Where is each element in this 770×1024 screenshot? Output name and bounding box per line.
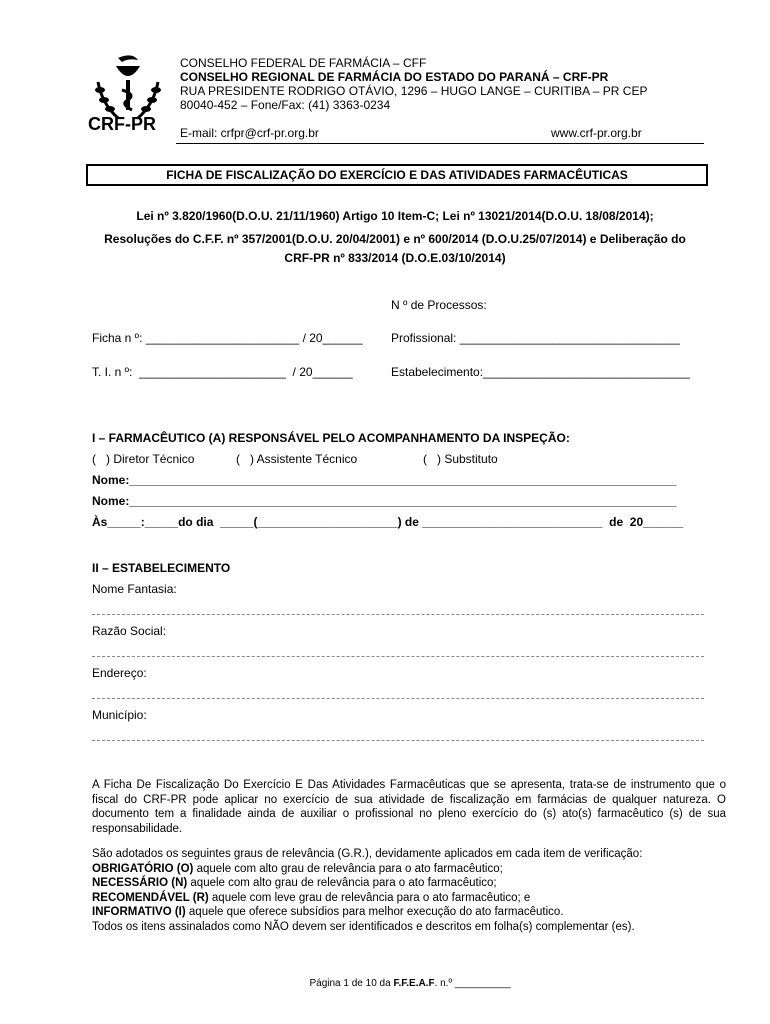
ficha-field[interactable]: Ficha n º: _______________________ / 20______ [92,331,363,345]
option-diretor-tecnico[interactable]: ( ) Diretor Técnico [92,452,195,466]
endereco-line[interactable] [92,698,704,699]
grade-recomendavel [92,891,732,906]
header-email: E-mail: crfpr@crf-pr.org.br [180,126,319,140]
legal-line-1: Lei nº 3.820/1960(D.O.U. 21/11/1960) Artigo 10 Item-C; Lei nº 13021/2014(D.O.U. 18/08/2014); [136,209,654,223]
nome-fantasia-line[interactable] [92,614,704,615]
grade-obrigatorio-label: OBRIGATÓRIO (O) [92,862,194,875]
intro-paragraph: A Ficha De Fiscalização Do Exercício E Das Atividades Farmacêuticas que se apresenta, trata-se de instrumento que o fiscal do CRF-PR pode aplicar no exercício de sua atividade de fiscalização em farmácias de qualquer natureza. O documento tem a finalidade ainda de auxiliar o profissional no pleno exercício do (s) ato(s) farmacêutico (s) de sua responsabilidade. [92,779,726,835]
grade-necessario-label: NECESSÁRIO (N) [92,877,188,889]
grade-informativo-label: INFORMATIVO (I) [92,906,186,918]
header-line-crf: CONSELHO REGIONAL DE FARMÁCIA DO ESTADO DO PARANÁ – CRF-PR [180,70,609,84]
nome-field-1[interactable]: Nome:__________________________________________________________________________________ [92,473,677,487]
footer-suffix: . n.º __________ [434,978,511,989]
logo-text: CRF-PR [88,114,156,134]
nome-fantasia-label: Nome Fantasia: [92,582,177,596]
estabelecimento-field[interactable]: Estabelecimento:_______________________________ [391,365,690,379]
municipio-label: Município: [92,708,147,722]
header-address: RUA PRESIDENTE RODRIGO OTÁVIO, 1296 – HUGO LANGE – CURITIBA – PR CEP [180,84,648,98]
nome-field-2[interactable]: Nome:__________________________________________________________________________________ [92,494,677,508]
profissional-field[interactable]: Profissional: _________________________________ [391,331,680,345]
razao-social-label: Razão Social: [92,624,167,638]
grade-informativo [92,905,732,920]
nao-items-note: Todos os itens assinalados como NÃO devem ser identificados e descritos em folha(s) complementar (es). [92,920,635,933]
legal-line-2: Resoluções do C.F.F. nº 357/2001(D.O.U. 20/04/2001) e nº 600/2014 (D.O.U.25/07/2014) e Deliberação do [104,232,686,246]
section-2-title: II – ESTABELECIMENTO [92,561,231,575]
grade-recomendavel-label: RECOMENDÁVEL (R) [92,891,209,904]
option-substituto[interactable]: ( ) Substituto [423,452,498,466]
section-1-title: I – FARMACÊUTICO (A) RESPONSÁVEL PELO ACOMPANHAMENTO DA INSPEÇÃO: [92,431,570,445]
page-footer [0,978,770,989]
crf-logo [88,52,168,142]
grade-obrigatorio [92,862,732,877]
footer-form-code: F.F.E.A.F [393,978,435,989]
endereco-label: Endereço: [92,666,147,680]
relevance-section [92,847,732,934]
footer-prefix: Página 1 de 10 da [309,978,394,989]
date-time-field[interactable]: Às_____:_____do dia _____(_____________________) de ___________________________ de 20______ [92,515,684,529]
header-line-cff: CONSELHO FEDERAL DE FARMÁCIA – CFF [180,56,427,70]
grade-recomendavel-text: aquele com leve grau de relevância para o ato farmacêutico; e [208,891,531,904]
razao-social-line[interactable] [92,656,704,657]
header-website: www.crf-pr.org.br [551,126,642,140]
form-title: FICHA DE FISCALIZAÇÃO DO EXERCÍCIO E DAS ATIVIDADES FARMACÊUTICAS [86,164,708,186]
processos-label: N º de Processos: [391,298,487,312]
grade-obrigatorio-text: aquele com alto grau de relevância para o ato farmacêutico; [193,862,503,875]
relevance-intro: São adotados os seguintes graus de relevância (G.R.), devidamente aplicados em cada item de verificação: [92,848,643,860]
option-assistente-tecnico[interactable]: ( ) Assistente Técnico [236,452,358,466]
grade-informativo-text: aquele que oferece subsídios para melhor execução do ato farmacêutico. [185,906,564,918]
grade-necessario [92,876,732,891]
municipio-line[interactable] [92,740,704,741]
header-phone: 80040-452 – Fone/Fax: (41) 3363-0234 [180,98,391,112]
legal-line-3: CRF-PR nº 833/2014 (D.O.E.03/10/2014) [284,251,506,265]
ti-field[interactable]: T. I. n º: ______________________ / 20______ [92,365,353,379]
header-divider [176,143,704,144]
grade-necessario-text: aquele com alto grau de relevância para o ato farmacêutico; [187,877,497,889]
